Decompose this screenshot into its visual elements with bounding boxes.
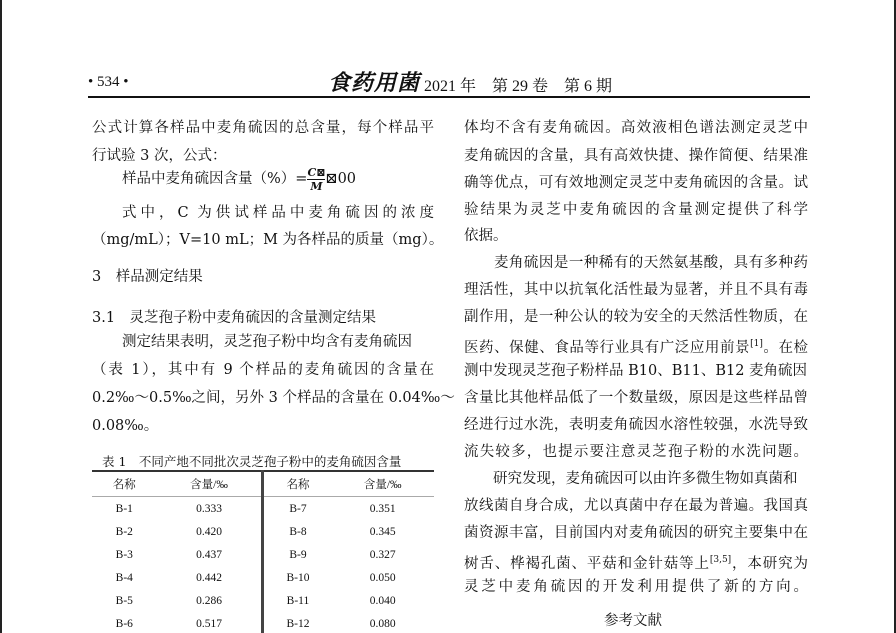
table-row [92, 497, 434, 521]
text-line [464, 411, 808, 439]
table-header-row [92, 471, 434, 497]
table-cell: B-8 [263, 520, 331, 543]
text-span: 验结果为灵芝中麦角硫因的含量测定提供了科学 [464, 202, 808, 218]
text-span: 医药、保健、食品等行业具有广泛应用前景 [464, 339, 751, 356]
text-line [464, 276, 808, 304]
table-cell: 0.442 [196, 571, 222, 584]
text-span: 副作用，是一种公认的较为安全的天然活性物质，在 [464, 309, 808, 325]
table-cell: B-7 [263, 497, 331, 521]
text-span: ，本研究为 [731, 555, 809, 572]
text-span: 研究发现，麦角硫因可以由许多微生物如真菌和 [464, 471, 798, 487]
table-cell: B-2 [115, 525, 133, 538]
text-line [464, 519, 808, 547]
text-line [464, 196, 808, 224]
table-cell: B-5 [115, 594, 133, 607]
table-row [92, 543, 434, 566]
journal-logo: 食药用菌 [328, 70, 421, 96]
table-cell: 0.327 [369, 548, 396, 561]
page-number: • 534 • [88, 74, 129, 90]
table-row [92, 566, 434, 589]
table-cell: 0.050 [369, 571, 396, 584]
text-line: （表 1），其中有 9 个样品的麦角硫因的含量在 [92, 362, 434, 378]
text-line: 行试验 3 次，公式： [92, 148, 227, 164]
table-row [92, 520, 434, 543]
text-line [464, 169, 808, 197]
text-span: 含量比其他样品低了一个数量级，原因是这些样品曾 [464, 390, 808, 406]
formula-numerator: C⊠ [307, 165, 326, 179]
text-span: 。在检 [762, 339, 808, 356]
table-cell: 0.080 [369, 617, 396, 630]
table-cell: B-11 [263, 589, 331, 612]
text-line [464, 357, 807, 385]
text-line [464, 465, 798, 493]
text-line [464, 438, 808, 466]
formula-lhs: 样品中麦角硫因含量（%）= [122, 171, 308, 187]
formula-tail: ⊠00 [325, 171, 357, 187]
text-span: 测中发现灵芝孢子粉样品 B10、B11、B12 麦角硫因 [464, 363, 808, 379]
formula-denominator: M [310, 179, 323, 193]
text-span: 流失较多，也提示要注意灵芝孢子粉的水洗问题。 [464, 444, 808, 460]
text-span: 树舌、桦褐孔菌、平菇和金针菇等上 [464, 555, 710, 572]
text-span: 确等优点，可有效地测定灵芝中麦角硫因的含量。试 [464, 175, 808, 191]
references-heading: 参考文献 [604, 613, 662, 629]
text-span: 依据。 [464, 228, 508, 244]
table-cell: 0.437 [196, 548, 222, 561]
table-cell: B-6 [115, 617, 133, 630]
text-span: 麦角硫因是一种稀有的天然氨基酸，具有多种药 [464, 255, 808, 271]
text-line [464, 573, 808, 601]
column-header: 含量/‰ [157, 471, 263, 497]
text-line: 公式计算各样品中麦角硫因的总含量，每个样品平 [92, 120, 434, 136]
text-line [464, 142, 808, 170]
table-cell: B-10 [263, 566, 331, 589]
formula [122, 165, 356, 193]
text-span: 体均不含有麦角硫因。高效液相色谱法测定灵芝中 [464, 120, 808, 136]
column-header: 名称 [92, 471, 157, 497]
table-cell: B-12 [263, 612, 331, 633]
text-line: 测定结果表明，灵芝孢子粉中均含有麦角硫因 [122, 334, 412, 350]
table-row [92, 612, 434, 633]
text-line [464, 384, 808, 412]
text-span: 菌资源丰富，目前国内对麦角硫因的研究主要集中在 [464, 525, 808, 541]
text-span: 灵芝中麦角硫因的开发利用提供了新的方向。 [464, 579, 808, 595]
subsection-heading: 3.1 灵芝孢子粉中麦角硫因的含量测定结果 [92, 310, 377, 326]
table-cell: 0.345 [369, 525, 396, 538]
text-span: 理活性，其中以抗氧化活性最为显著，并且不具有毒 [464, 282, 808, 298]
column-header: 含量/‰ [331, 471, 434, 497]
table-cell: 0.351 [369, 502, 396, 515]
table-cell: 0.333 [196, 502, 222, 515]
content-table [92, 470, 434, 633]
issue-info: 2021 年 第 29 卷 第 6 期 [424, 78, 613, 95]
table-cell: B-3 [115, 548, 133, 561]
table-cell: B-1 [115, 502, 133, 515]
header-rule [88, 96, 810, 98]
text-line [464, 303, 808, 331]
column-header: 名称 [263, 471, 331, 497]
text-line [464, 222, 508, 250]
table-cell: 0.040 [369, 594, 396, 607]
text-span: 经进行过水洗，表明麦角硫因水溶性较强，水洗导致 [464, 417, 808, 433]
citation: [1] [750, 339, 763, 349]
text-line [464, 492, 808, 520]
table-cell: 0.286 [196, 594, 222, 607]
section-heading: 3 样品测定结果 [92, 269, 203, 285]
citation: [3,5] [709, 555, 732, 565]
table-cell: 0.517 [196, 617, 222, 630]
text-span: 放线菌自身合成，尤以真菌中存在最为普遍。我国真 [464, 498, 808, 514]
text-line: 0.08‰。 [92, 418, 159, 434]
text-line: 式中，C 为供试样品中麦角硫因的浓度 [122, 205, 434, 221]
text-line: 0.2‰～0.5‰之间，另外 3 个样品的含量在 0.04‰～ [92, 390, 455, 406]
table-cell: 0.420 [196, 525, 222, 538]
text-line [464, 249, 808, 277]
table-cell: B-4 [115, 571, 133, 584]
table-row [92, 589, 434, 612]
text-span: 麦角硫因的含量，具有高效快捷、操作简便、结果准 [464, 148, 808, 164]
text-line: （mg/mL）；V=10 mL；M 为各样品的质量（mg）。 [92, 232, 444, 248]
table-cell: B-9 [263, 543, 331, 566]
text-line [464, 114, 808, 142]
table-caption: 表 1 不同产地不同批次灵芝孢子粉中的麦角硫因含量 [102, 454, 402, 469]
